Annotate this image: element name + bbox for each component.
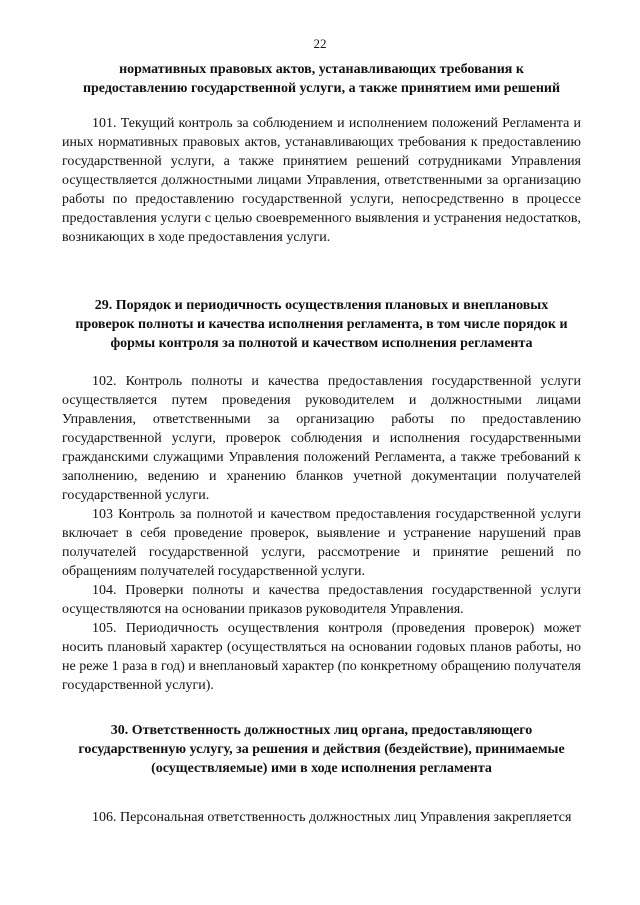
section-30-heading	[62, 721, 581, 778]
paragraph-106: 106. Персональная ответственность должностных лиц Управления закрепляется	[92, 810, 572, 825]
paragraph-104: 104. Проверки полноты и качества предоставления государственной услуги осуществляются на основании приказов руководителя Управления.	[62, 583, 581, 617]
heading-line: (осуществляемые) ими в ходе исполнения регламента	[151, 761, 492, 776]
heading-line: предоставлению государственной услуги, а также принятием ими решений	[82, 81, 561, 96]
paragraph-101-block	[62, 114, 581, 247]
heading-line: формы контроля за полнотой и качеством исполнения регламента	[110, 336, 533, 351]
heading-line: 29. Порядок и периодичность осуществления плановых и внеплановых	[94, 298, 549, 313]
section-29-heading	[62, 296, 581, 353]
paragraph-106-block	[62, 808, 581, 827]
heading-line: нормативных правовых актов, устанавливающих требования к	[119, 62, 524, 77]
paragraph-103: 103 Контроль за полнотой и качеством предоставления государственной услуги включает в себя проведение проверок, выявление и устранение нарушений прав получателей государственной услуги, рассмотрение и принятие решений по обращениям получателей государственной услуги.	[62, 507, 581, 579]
heading-line: проверок полноты и качества исполнения регламента, в том числе порядок и	[75, 317, 568, 332]
page-number: 22	[313, 36, 327, 51]
continued-heading	[62, 60, 581, 98]
paragraph-105: 105. Периодичность осуществления контроля (проведения проверок) может носить плановый характер (осуществляться на основании годовых планов работы, но не реже 1 раза в год) и внеплановый характер (по конкретному обращению получателя государственной услуги).	[62, 621, 581, 693]
paragraph-101: 101. Текущий контроль за соблюдением и исполнением положений Регламента и иных нормативных правовых актов, устанавливающих требования к предоставлению государственной услуги, а также принятием решений сотрудниками Управления осуществляется должностными лицами Управления, ответственными за организацию работы по предоставлению государственной услуги, непосредственно в процессе предоставления услуги с целью своевременного выявления и устранения недостатков, возникающих в ходе предоставления услуги.	[62, 116, 581, 245]
heading-line: государственную услугу, за решения и действия (бездействие), принимаемые	[78, 742, 565, 757]
section-29-body	[62, 372, 581, 695]
heading-line: 30. Ответственность должностных лиц органа, предоставляющего	[110, 723, 533, 738]
paragraph-102: 102. Контроль полноты и качества предоставления государственной услуги осуществляется путем проведения руководителем и должностными лицами Управления, ответственными за организацию работы по предоставлению государственной услуги, проверок соблюдения и исполнения государственными гражданскими служащими Управления положений Регламента, а также требований к заполнению, ведению и хранению бланков учетной документации получателей государственной услуги.	[62, 374, 581, 503]
